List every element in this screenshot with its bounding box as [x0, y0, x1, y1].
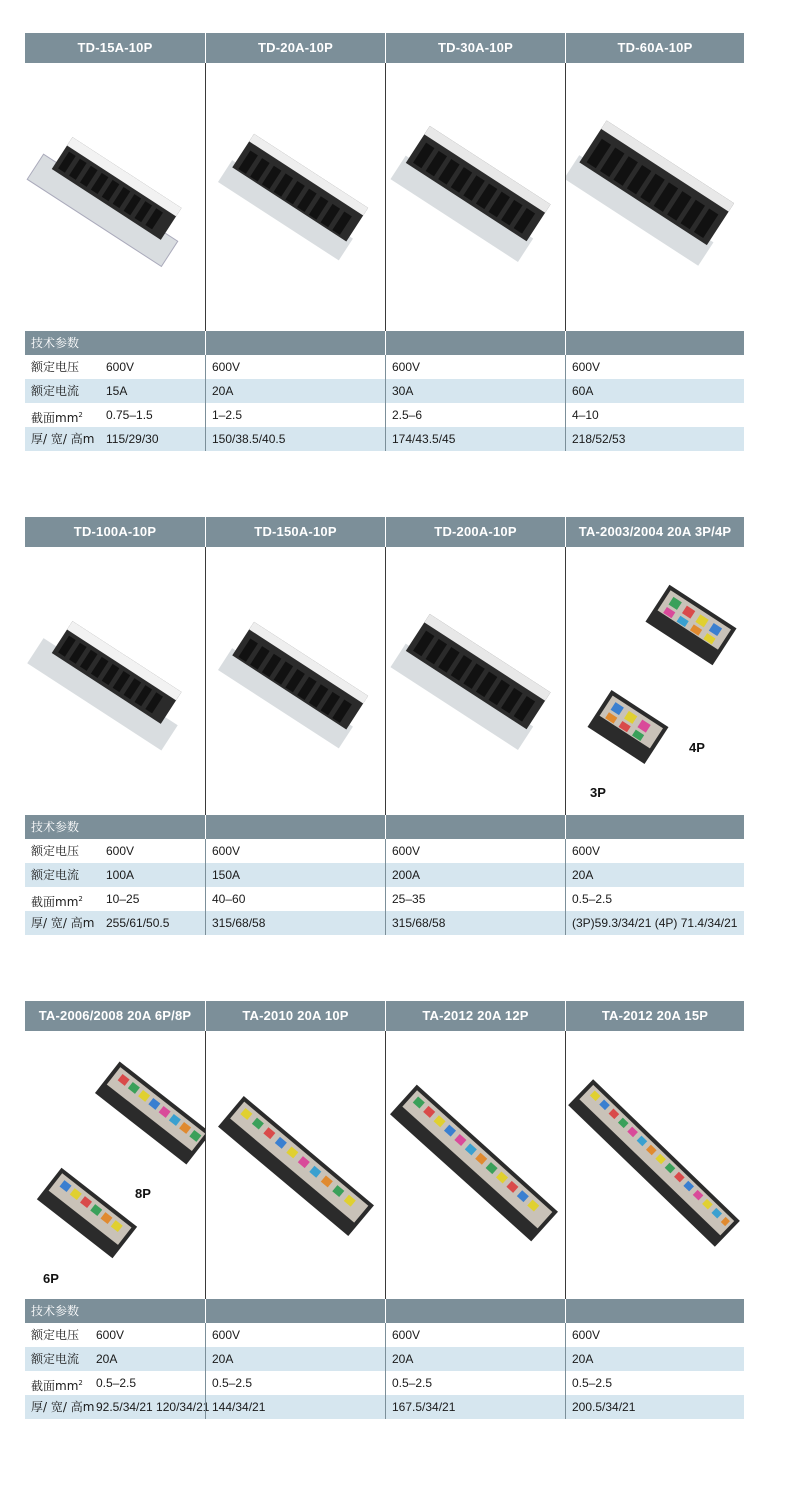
spec-value: 15A	[106, 384, 128, 398]
spec-row-dims	[25, 427, 744, 451]
spec-row-voltage	[25, 1323, 744, 1347]
section-label: 技术参数	[31, 820, 80, 834]
spec-row-dims	[25, 1395, 744, 1419]
product-photo	[25, 1031, 205, 1299]
spec-value: 2.5–6	[392, 408, 423, 422]
product-photo	[565, 547, 744, 815]
spec-value: 200A	[392, 868, 421, 882]
product-photo	[565, 63, 744, 331]
model-name: TA-2010 20A 10P	[205, 1001, 385, 1031]
spec-value: 115/29/30	[106, 432, 159, 446]
model-name: TA-2012 20A 15P	[565, 1001, 744, 1031]
spec-row-current	[25, 379, 744, 403]
spec-value: 600V	[392, 360, 421, 374]
model-header-row	[25, 1001, 744, 1031]
product-image-row	[25, 63, 744, 331]
model-header-row	[25, 33, 744, 63]
spec-value: 10–25	[106, 892, 140, 906]
spec-section-row	[25, 815, 744, 839]
spec-value: 600V	[572, 360, 601, 374]
row-label: 厚/ 宽/ 高m	[31, 1400, 95, 1414]
spec-value: 167.5/34/21	[392, 1400, 456, 1414]
spec-value: 4–10	[572, 408, 599, 422]
spec-row-current	[25, 1347, 744, 1371]
spec-row-section	[25, 1371, 744, 1395]
row-label: 额定电压	[31, 1328, 80, 1342]
spec-value: 20A	[572, 868, 594, 882]
row-label: 截面$mm^2$	[31, 1379, 83, 1393]
product-photo	[385, 1031, 565, 1299]
spec-row-voltage	[25, 839, 744, 863]
spec-row-section	[25, 403, 744, 427]
spec-value: 20A	[212, 1352, 234, 1366]
spec-value: 25–35	[392, 892, 426, 906]
variant-tag: 4P	[689, 740, 705, 755]
spec-value: 0.5–2.5	[572, 1376, 613, 1390]
spec-value: 600V	[572, 1328, 601, 1342]
row-label: 额定电流	[31, 1352, 80, 1366]
spec-value: 600V	[96, 1328, 125, 1342]
variant-tag: 8P	[135, 1186, 151, 1201]
spec-row-dims	[25, 911, 744, 935]
row-label: 额定电流	[31, 868, 80, 882]
spec-value: 600V	[392, 1328, 421, 1342]
spec-value: 144/34/21	[212, 1400, 266, 1414]
spec-section-row	[25, 331, 744, 355]
product-image-row	[25, 547, 744, 815]
model-name: TD-20A-10P	[205, 33, 385, 63]
spec-value: 20A	[572, 1352, 594, 1366]
spec-value: 150A	[212, 868, 241, 882]
spec-value: 600V	[392, 844, 421, 858]
spec-value: 60A	[572, 384, 594, 398]
spec-value: 600V	[212, 844, 241, 858]
spec-value: 600V	[572, 844, 601, 858]
spec-value: (3P)59.3/34/21 (4P) 71.4/34/21	[572, 916, 738, 930]
spec-section-row	[25, 1299, 744, 1323]
spec-row-voltage	[25, 355, 744, 379]
spec-value: 0.5–2.5	[572, 892, 613, 906]
spec-value: 600V	[106, 360, 135, 374]
spec-value: 600V	[212, 1328, 241, 1342]
spec-value: 100A	[106, 868, 135, 882]
row-label: 厚/ 宽/ 高m	[31, 432, 95, 446]
product-photo	[205, 1031, 385, 1299]
variant-tag: 6P	[43, 1271, 59, 1286]
model-name: TD-100A-10P	[73, 524, 157, 539]
model-name: TD-60A-10P	[565, 33, 744, 63]
model-name: TD-30A-10P	[385, 33, 565, 63]
product-photo	[385, 547, 565, 815]
spec-table-3	[25, 1001, 744, 1419]
spec-value: 218/52/53	[572, 432, 626, 446]
model-name: TD-200A-10P	[385, 517, 565, 547]
spec-value: 1–2.5	[212, 408, 243, 422]
spec-value: 255/61/50.5	[106, 916, 170, 930]
spec-value: 315/68/58	[212, 916, 266, 930]
spec-value: 0.5–2.5	[212, 1376, 253, 1390]
row-label: 截面$mm^2$	[31, 895, 83, 909]
spec-value: 600V	[212, 360, 241, 374]
product-photo	[25, 63, 205, 331]
product-photo	[25, 547, 205, 815]
spec-value: 92.5/34/21 120/34/21	[96, 1400, 210, 1414]
model-name: TA-2012 20A 12P	[385, 1001, 565, 1031]
spec-value: 174/43.5/45	[392, 432, 456, 446]
row-label: 截面$mm^2$	[31, 411, 83, 425]
product-photo	[565, 1031, 744, 1299]
spec-value: 200.5/34/21	[572, 1400, 636, 1414]
variant-tag: 3P	[590, 785, 606, 800]
spec-value: 315/68/58	[392, 916, 446, 930]
model-name: TA-2003/2004 20A 3P/4P	[565, 517, 744, 547]
spec-value: 150/38.5/40.5	[212, 432, 286, 446]
model-name: TD-15A-10P	[77, 40, 153, 55]
spec-value: 20A	[392, 1352, 414, 1366]
product-photo	[205, 63, 385, 331]
spec-value: 600V	[106, 844, 135, 858]
spec-row-current	[25, 863, 744, 887]
spec-value: 40–60	[212, 892, 246, 906]
spec-table-2	[25, 517, 744, 935]
spec-table-1	[25, 33, 744, 451]
product-image-row	[25, 1031, 744, 1299]
row-label: 额定电压	[31, 360, 80, 374]
spec-value: 0.5–2.5	[392, 1376, 433, 1390]
spec-row-section	[25, 887, 744, 911]
row-label: 额定电流	[31, 384, 80, 398]
model-header-row	[25, 517, 744, 547]
spec-value: 0.75–1.5	[106, 408, 153, 422]
product-photo	[205, 547, 385, 815]
section-label: 技术参数	[31, 1304, 80, 1318]
row-label: 厚/ 宽/ 高m	[31, 916, 95, 930]
spec-value: 20A	[96, 1352, 118, 1366]
spec-value: 30A	[392, 384, 414, 398]
model-name: TD-150A-10P	[205, 517, 385, 547]
section-label: 技术参数	[31, 336, 80, 350]
product-photo	[385, 63, 565, 331]
spec-value: 0.5–2.5	[96, 1376, 137, 1390]
model-name: TA-2006/2008 20A 6P/8P	[38, 1008, 192, 1023]
row-label: 额定电压	[31, 844, 80, 858]
spec-value: 20A	[212, 384, 234, 398]
